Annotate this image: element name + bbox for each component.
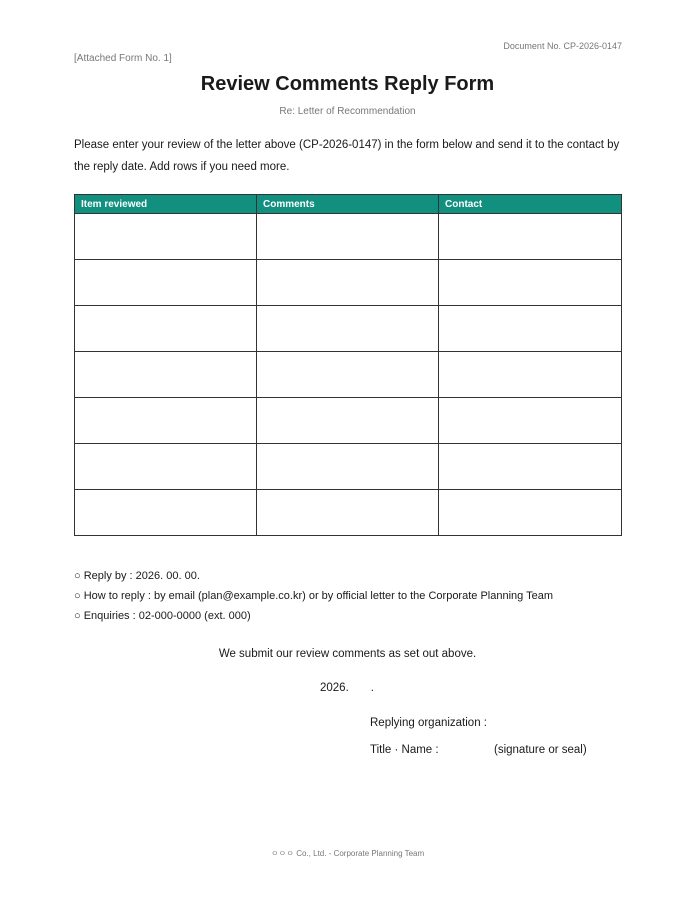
header-comments: Comments [257, 195, 439, 214]
comments-cell[interactable] [257, 444, 439, 490]
comments-cell[interactable] [257, 260, 439, 306]
signature-row [370, 744, 587, 756]
note-enquiries: ○ Enquiries : 02-000-0000 (ext. 000) [74, 610, 251, 622]
note-how-to-reply: ○ How to reply : by email (plan@example.co.kr) or by official letter to the Corporate Planning Team [74, 590, 554, 602]
table-body [75, 214, 622, 536]
replying-organization-label: Replying organization : [370, 717, 487, 729]
review-table [74, 194, 622, 536]
contact-cell[interactable] [439, 214, 622, 260]
table-header-row [75, 195, 622, 214]
document-number: Document No. CP-2026-0147 [503, 41, 622, 51]
contact-cell[interactable] [439, 490, 622, 536]
date-line [320, 682, 374, 694]
intro-paragraph: Please enter your review of the letter above (CP-2026-0147) in the form below and send it to the contact by the reply date. Add rows if you need more. [74, 139, 620, 173]
item-reviewed-cell[interactable] [75, 398, 257, 444]
header-item-reviewed: Item reviewed [75, 195, 257, 214]
contact-cell[interactable] [439, 260, 622, 306]
page-subtitle: Re: Letter of Recommendation [279, 106, 416, 117]
date-year: 2026. [320, 682, 349, 694]
page-title: Review Comments Reply Form [200, 73, 495, 95]
comments-cell[interactable] [257, 352, 439, 398]
item-reviewed-cell[interactable] [75, 306, 257, 352]
comments-cell[interactable] [257, 398, 439, 444]
table-row [75, 490, 622, 536]
submit-statement: We submit our review comments as set out above. [218, 648, 477, 660]
table-row [75, 260, 622, 306]
item-reviewed-cell[interactable] [75, 490, 257, 536]
contact-cell[interactable] [439, 352, 622, 398]
table-row [75, 214, 622, 260]
header-contact: Contact [439, 195, 622, 214]
item-reviewed-cell[interactable] [75, 352, 257, 398]
table-row [75, 444, 622, 490]
signature-label: (signature or seal) [494, 744, 587, 756]
attached-form-label: [Attached Form No. 1] [74, 53, 172, 64]
contact-cell[interactable] [439, 444, 622, 490]
table-row [75, 306, 622, 352]
date-dot: . [370, 682, 374, 694]
item-reviewed-cell[interactable] [75, 260, 257, 306]
title-name-label: Title · Name : [370, 744, 439, 756]
contact-cell[interactable] [439, 306, 622, 352]
comments-cell[interactable] [257, 306, 439, 352]
note-reply-by: ○ Reply by : 2026. 00. 00. [74, 570, 200, 582]
comments-cell[interactable] [257, 490, 439, 536]
item-reviewed-cell[interactable] [75, 214, 257, 260]
notes-list [74, 568, 553, 628]
comments-cell[interactable] [257, 214, 439, 260]
page-footer: ㅇㅇㅇ Co., Ltd. - Corporate Planning Team [270, 849, 425, 858]
table-row [75, 398, 622, 444]
item-reviewed-cell[interactable] [75, 444, 257, 490]
contact-cell[interactable] [439, 398, 622, 444]
table-row [75, 352, 622, 398]
